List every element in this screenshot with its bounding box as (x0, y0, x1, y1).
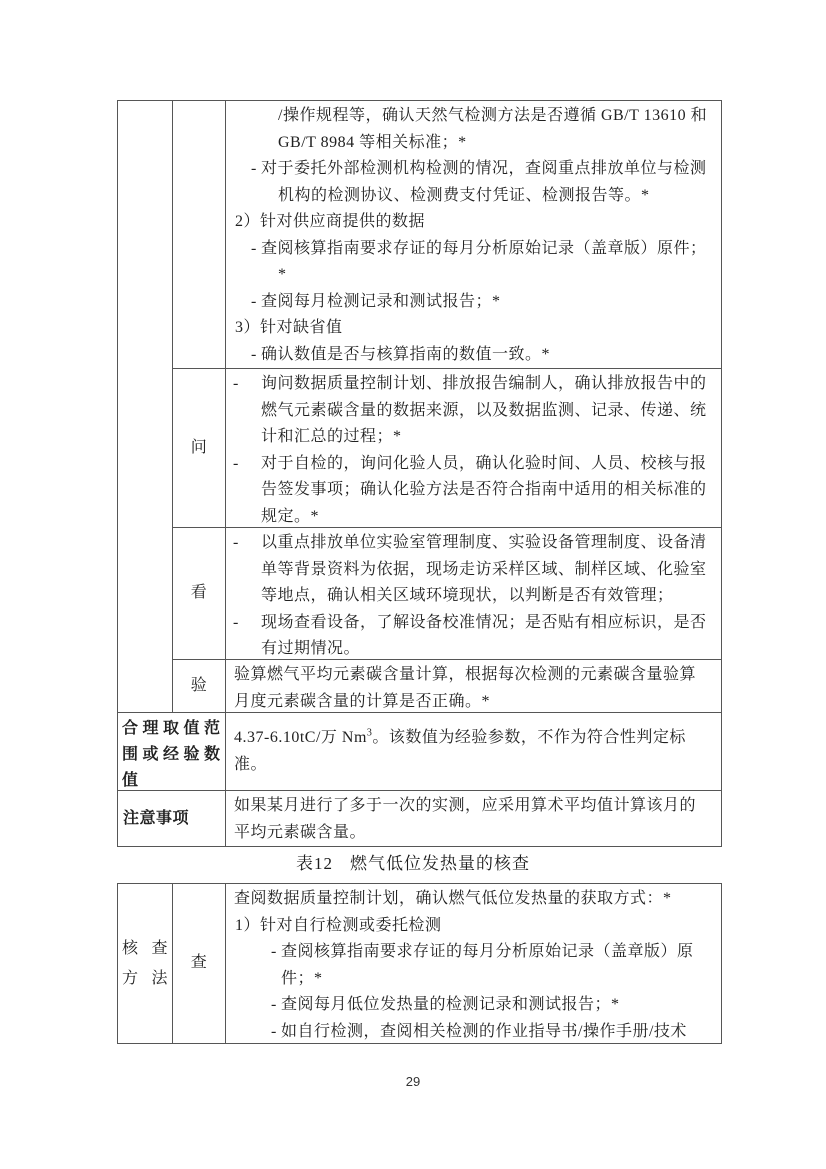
item-text: 现场查看设备，了解设备校准情况；是否贴有相应标识，是否有过期情况。 (261, 613, 707, 657)
range-value (226, 725, 709, 778)
item-text: /操作规程等，确认天然气检测方法是否遵循 GB/T 13610 和 GB/T 8984 等相关标准；* (278, 107, 708, 151)
page-number: 29 (405, 1074, 421, 1089)
dash-bullet: - (233, 454, 239, 472)
item-text: 2）针对供应商提供的数据 (235, 213, 426, 230)
list-item (226, 315, 709, 342)
table-caption-number: 表12 (296, 854, 333, 873)
look-content-cell (226, 528, 721, 660)
item-text: 询问数据质量控制计划、排放报告编制人，确认排放报告中的燃气元素碳含量的数据来源，以及数据监测、记录、传递、统计和汇总的过程；* (261, 375, 707, 445)
dash-bullet: - (233, 375, 239, 392)
check-content-cell (226, 101, 721, 369)
list-item (226, 610, 709, 661)
item-text: 查阅数据质量控制计划，确认燃气低位发热量的获取方式：* (234, 890, 672, 907)
check-content-cell-2 (226, 884, 721, 1043)
list-item (226, 262, 709, 289)
method-header-cell (118, 884, 173, 1043)
item-text: 以重点排放单位实验室管理制度、实验设备管理制度、设备清单等背景资料为依据，现场走访采样区域、制样区域、化验室等地点，确认相关区域环境现状，以判断是否有效管理； (261, 534, 707, 604)
item-text: * (278, 266, 287, 283)
look-row-label: 看 (173, 528, 226, 660)
check-label-cell-empty (173, 101, 226, 369)
dash-bullet: - (271, 996, 277, 1013)
list-item (226, 886, 709, 913)
item-text: 查阅核算指南要求存证的每月分析原始记录（盖章版）原件；* (281, 943, 694, 987)
dash-bullet: - (271, 1022, 277, 1040)
ask-row-label: 问 (173, 369, 226, 528)
item-text: 如自行检测，查阅相关检测的作业指导书/操作手册/技术 (281, 1022, 687, 1040)
range-value-superscript: 3 (366, 727, 373, 739)
item-text: 3）针对缺省值 (235, 319, 343, 336)
range-value-prefix: 4.37-6.10tC/万 Nm (234, 729, 367, 746)
table-caption-title: 燃气低位发热量的核查 (350, 854, 530, 873)
range-value-cell (226, 713, 721, 791)
list-item (226, 371, 709, 451)
range-value-suffix: 。该数值为经验参数，不作为符合性判定标准。 (234, 729, 686, 773)
item-text: 对于自检的，询问化验人员，确认化验时间、人员、校核与报告签发事项；确认化验方法是否符合指南中适用的相关标准的规定。* (261, 454, 707, 525)
item-text: 1）针对自行检测或委托检测 (235, 916, 442, 934)
dash-bullet: - (251, 345, 257, 363)
list-item (226, 939, 709, 992)
dash-bullet: - (251, 239, 257, 257)
item-text: 查阅核算指南要求存证的每月分析原始记录（盖章版）原件； (261, 239, 707, 257)
notes-text: 如果某月进行了多于一次的实测，应采用算术平均值计算该月的平均元素碳含量。 (234, 797, 697, 841)
check-row-label: 查 (173, 884, 226, 1043)
table-caption (0, 849, 826, 879)
dash-bullet: - (251, 160, 257, 177)
list-item (226, 913, 709, 940)
table-gas-carbon-check (117, 100, 722, 847)
ask-content-cell (226, 369, 721, 528)
item-text: 查阅每月检测记录和测试报告；* (261, 292, 501, 310)
dash-bullet: - (233, 534, 239, 551)
list-item (226, 1019, 709, 1044)
item-text: 对于委托外部检测机构检测的情况，查阅重点排放单位与检测机构的检测协议、检测费支付凭证、检测报告等。* (261, 160, 707, 204)
list-item (226, 289, 709, 316)
item-text: 查阅每月低位发热量的检测记录和测试报告；* (281, 996, 620, 1013)
list-item (226, 530, 709, 610)
method-column-cell-empty (118, 101, 173, 713)
verify-row-label: 验 (173, 660, 226, 713)
list-item (226, 156, 709, 209)
range-header-cell: 合理取值范围或经验数值 (118, 713, 226, 791)
list-item (226, 992, 709, 1019)
dash-bullet: - (233, 613, 239, 631)
list-item (226, 209, 709, 236)
verify-text: 验算燃气平均元素碳含量计算，根据每次检测的元素碳含量验算月度元素碳含量的计算是否正确。* (234, 666, 697, 710)
table-gas-heating-value-check (117, 883, 722, 1044)
notes-header-cell: 注意事项 (118, 791, 226, 846)
item-text: 确认数值是否与核算指南的数值一致。* (261, 345, 551, 363)
method-header-text: 核查方法 (122, 939, 168, 987)
verify-content-cell (226, 660, 721, 713)
list-item (226, 451, 709, 529)
dash-bullet: - (271, 943, 277, 960)
notes-content-cell (226, 791, 721, 846)
list-item (226, 236, 709, 263)
list-item (226, 103, 709, 156)
list-item (226, 342, 709, 369)
dash-bullet: - (251, 292, 257, 310)
